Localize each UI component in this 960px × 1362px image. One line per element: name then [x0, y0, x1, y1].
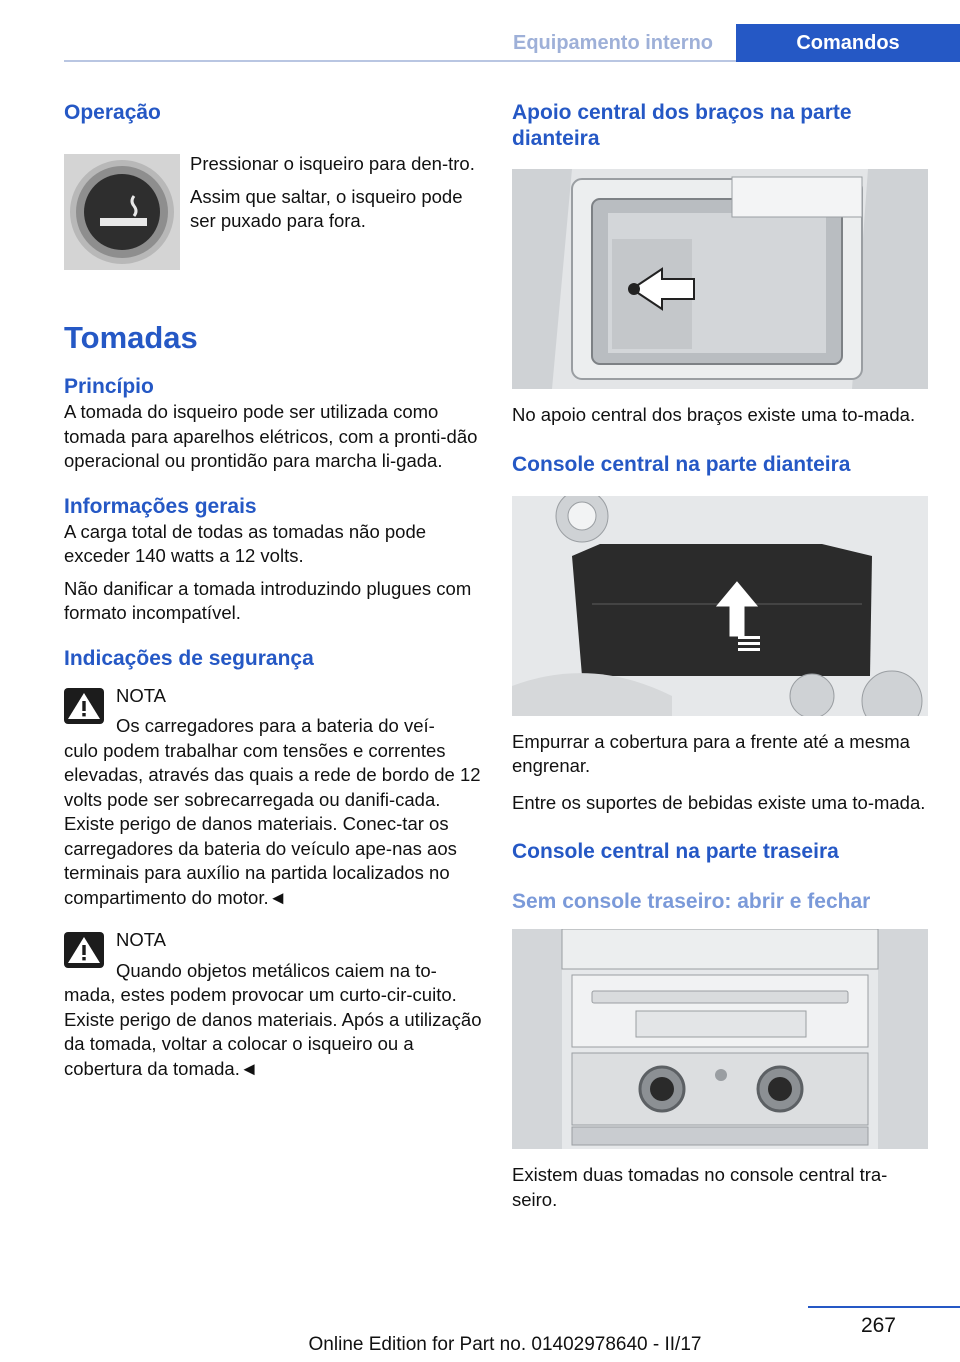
seguranca-heading: Indicações de segurança	[64, 646, 314, 670]
cigarette-lighter-icon	[64, 154, 180, 270]
operacao-paragraph-2: Assim que saltar, o isqueiro pode ser puxado para fora.	[190, 185, 463, 231]
operacao-paragraph-1: Pressionar o isqueiro para den‐tro.	[190, 153, 475, 174]
operacao-block	[64, 109, 482, 270]
sem-console-heading: Sem console traseiro: abrir e fechar	[512, 890, 871, 913]
warning-note-2	[64, 928, 482, 1081]
front-console-illustration	[512, 496, 928, 716]
warning-note-1-label: NOTA	[116, 684, 167, 706]
warning-note-1	[64, 684, 482, 911]
right-column	[512, 100, 928, 1212]
tomadas-heading: Tomadas	[64, 320, 198, 355]
page-number: 267	[860, 1314, 896, 1337]
apoio-heading: Apoio central dos braços na parte dianteira	[512, 101, 852, 150]
operacao-text	[190, 152, 482, 270]
info-gerais-heading: Informações gerais	[64, 494, 257, 518]
principio-text: A tomada do isqueiro pode ser utilizada como tomada para aparelhos elétricos, com a pronti‐dão operacional ou prontidão para marcha li‐gada.	[64, 401, 478, 471]
front-console-photo	[512, 496, 928, 716]
console-dianteira-heading: Console central na parte dianteira	[512, 452, 851, 476]
principio-heading: Princípio	[64, 375, 154, 398]
warning-note-2-text: mada, estes podem provocar um curto-cir‐cuito. Existe perigo de danos materiais. Após a utilização da tomada, voltar a colocar o isqueiro ou a cobertura da tomada.◄	[64, 984, 482, 1079]
console-dianteira-paragraph-1: Empurrar a cobertura para a frente até a mesma engrenar.	[512, 730, 910, 776]
left-column	[64, 100, 482, 1081]
console-dianteira-paragraph-2: Entre os suportes de bebidas existe uma to‐mada.	[512, 791, 926, 813]
rear-console-photo	[512, 929, 928, 1149]
console-traseira-text: Existem duas tomadas no console central tra‐seiro.	[512, 1164, 888, 1210]
warning-note-2-label: NOTA	[116, 929, 167, 950]
armrest-illustration	[512, 169, 928, 389]
rear-console-illustration	[512, 929, 928, 1149]
info-gerais-paragraph-2: Não danificar a tomada introduzindo plugues com formato incompatível.	[64, 577, 472, 623]
header-chapter-tab[interactable]: Comandos	[736, 24, 960, 62]
cigarette-lighter-image	[64, 154, 180, 270]
footer-edition: Online Edition for Part no. 01402978640 - II/17	[308, 1334, 702, 1355]
apoio-text: No apoio central dos braços existe uma to‐mada.	[512, 404, 916, 425]
console-traseira-heading: Console central na parte traseira	[512, 840, 839, 863]
operacao-heading: Operação	[64, 101, 161, 124]
warning-note-2-first-line: Quando objetos metálicos caiem na to‐	[116, 959, 437, 981]
armrest-photo	[512, 169, 928, 389]
header-section-tab[interactable]: Equipamento interno	[513, 32, 713, 54]
warning-note-1-first-line: Os carregadores para a bateria do veí‐	[116, 715, 435, 736]
warning-icon	[64, 932, 104, 968]
warning-note-1-text: culo podem trabalhar com tensões e correntes elevadas, através das quais a rede de bordo de 12 volts pode ser sobrecarregada ou danifi‐cada. Existe perigo de danos materiais. Conec‐tar os carregadores da bateria do veículo ape‐nas aos terminais para auxílio na partida localizados no compartimento do motor.◄	[64, 739, 481, 908]
warning-icon	[64, 688, 104, 724]
footer-rule	[808, 1306, 960, 1308]
info-gerais-paragraph-1: A carga total de todas as tomadas não pode exceder 140 watts a 12 volts.	[64, 520, 427, 566]
